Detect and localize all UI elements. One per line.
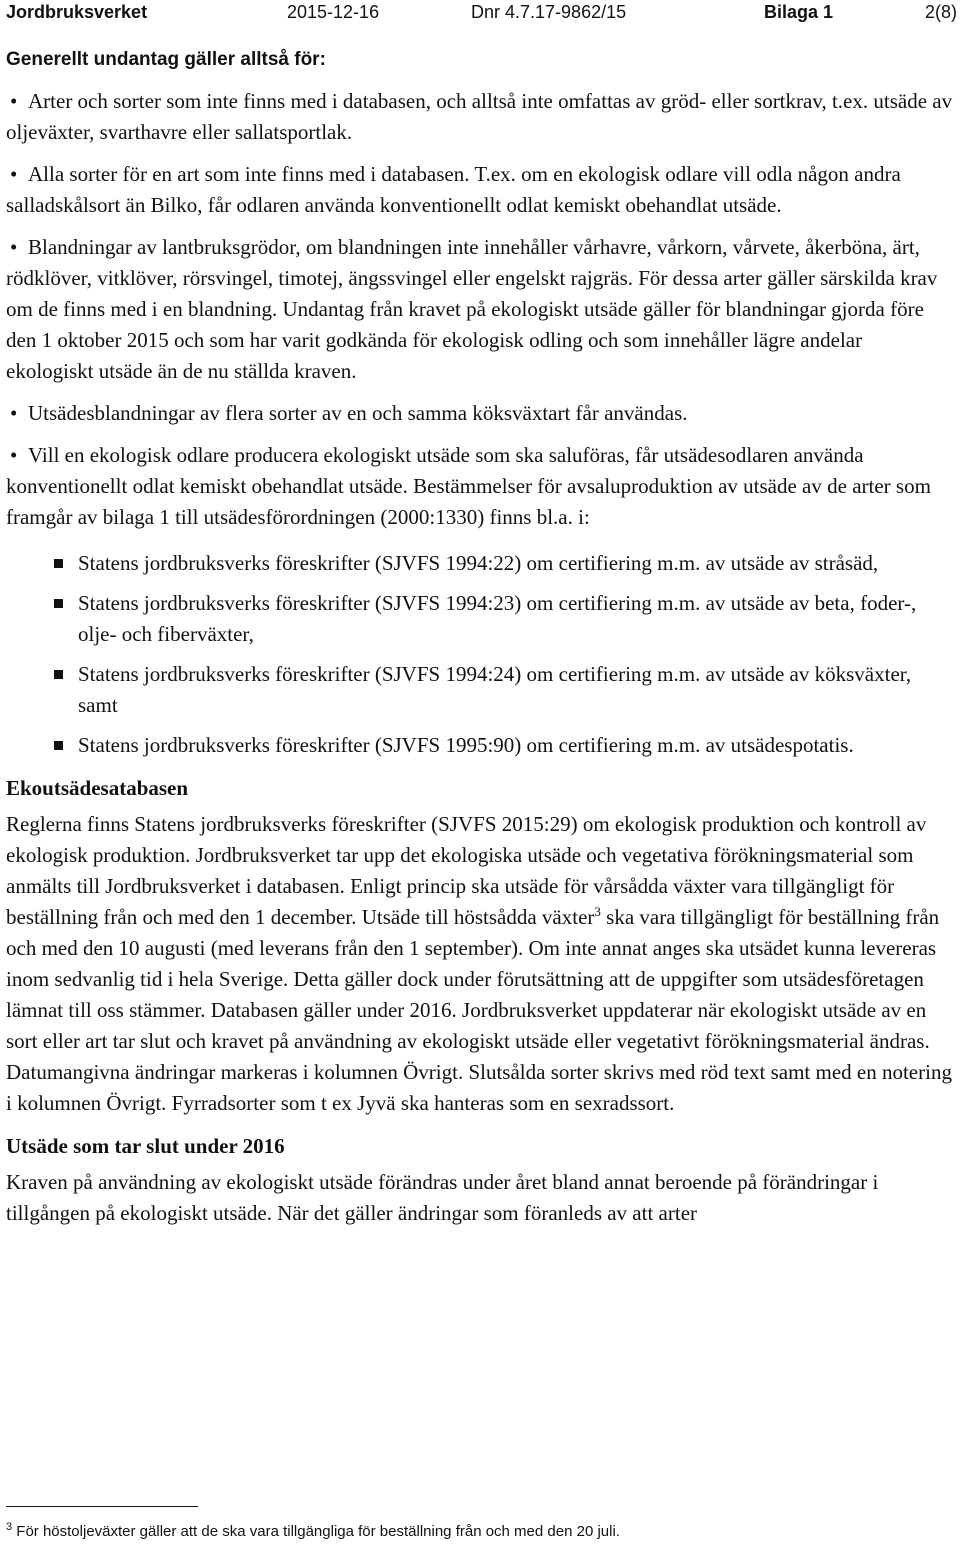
sub-list-item — [6, 588, 954, 650]
list-item-text: Vill en ekologisk odlare producera ekologiskt utsäde som ska saluföras, får utsädesodlaren använda konventionellt odlat kemiskt obehandlat utsäde. Bestämmelser för avsaluproduktion av utsäde av de arter som framgår av bilaga 1 till utsädesförordningen (2000:1330) finns bl.a. i: — [6, 443, 931, 529]
list-item-text: Alla sorter för en art som inte finns med i databasen. T.ex. om en ekologisk odlare vill odla någon andra salladskålsort än Bilko, får odlaren använda konventionellt odlat kemiskt obehandlat utsäde. — [6, 162, 901, 217]
paragraph-ekoutsade — [6, 809, 954, 1119]
paragraph-text-part1: Reglerna finns Statens jordbruksverks föreskrifter (SJVFS 2015:29) om ekologisk produktion och kontroll av ekologisk produktion. Jordbruksverket tar upp det ekologiska utsäde och vegetativa förökningsmaterial som anmälts till Jordbruksverket i databasen. Enligt princip ska utsäde för vårsådda växter vara tillgängligt för beställning från och med den 1 december. Utsäde till höstsådda växter — [6, 812, 927, 929]
bullet-icon: • — [10, 89, 18, 113]
list-item — [6, 398, 954, 429]
sub-list-item — [6, 730, 954, 761]
sub-list-item-text: Statens jordbruksverks föreskrifter (SJVFS 1994:23) om certifiering m.m. av utsäde av beta, foder-, olje- och fiberväxter, — [78, 591, 917, 646]
sub-list-item-text: Statens jordbruksverks föreskrifter (SJVFS 1994:22) om certifiering m.m. av utsäde av stråsäd, — [78, 551, 879, 575]
section-heading-generellt: Generellt undantag gäller alltså för: — [6, 49, 326, 70]
header-org: Jordbruksverket — [6, 2, 148, 22]
list-item — [6, 86, 954, 148]
square-bullet-icon — [54, 670, 63, 679]
list-item-text: Blandningar av lantbruksgrödor, om blandningen inte innehåller vårhavre, vårkorn, vårvete, åkerböna, ärt, rödklöver, vitklöver, rörsvingel, timotej, ängssvingel eller engelskt rajgräs. För dessa arter gäller särskilda krav om de finns med i en blandning. Undantag från kravet på ekologiskt utsäde gäller för blandningar gjorda före den 1 oktober 2015 och som har varit godkända för ekologisk odling och som innehåller lägre andelar ekologiskt utsäde än de nu ställda kraven. — [6, 235, 938, 383]
regulation-list — [6, 548, 954, 761]
header-dnr: Dnr 4.7.17-9862/15 — [471, 2, 627, 22]
sub-list-item — [6, 659, 954, 721]
square-bullet-icon — [54, 599, 63, 608]
sub-list-item-text: Statens jordbruksverks föreskrifter (SJVFS 1994:24) om certifiering m.m. av utsäde av köksväxter, samt — [78, 662, 912, 717]
sub-list-item-text: Statens jordbruksverks föreskrifter (SJVFS 1995:90) om certifiering m.m. av utsädespotatis. — [78, 733, 854, 757]
list-item-text: Arter och sorter som inte finns med i databasen, och alltså inte omfattas av gröd- eller sortkrav, t.ex. utsäde av oljeväxter, svarthavre eller sallatsportlak. — [6, 89, 953, 144]
section-ekoutsade — [6, 773, 954, 1119]
bullet-icon: • — [10, 443, 18, 467]
footnote-text: För höstoljeväxter gäller att de ska vara tillgängliga för beställning från och med den 20 juli. — [12, 1523, 620, 1540]
bullet-icon: • — [10, 235, 18, 259]
list-item — [6, 159, 954, 221]
footnote-number: 3 — [6, 1521, 13, 1533]
page-header — [0, 0, 960, 24]
document-body — [6, 44, 954, 1229]
bullet-icon: • — [10, 162, 18, 186]
section-heading-ekoutsadesatabasen: Ekoutsädesatabasen — [6, 776, 189, 800]
list-item-text: Utsädesblandningar av flera sorter av en och samma köksväxtart får användas. — [28, 401, 688, 425]
list-item — [6, 440, 954, 761]
section-utsade-slut — [6, 1131, 954, 1229]
footnote-reference[interactable]: 3 — [594, 904, 601, 919]
square-bullet-icon — [54, 741, 63, 750]
exception-list — [6, 86, 954, 761]
footnote — [6, 1522, 954, 1542]
header-page-number: 2(8) — [924, 2, 957, 22]
sub-list-item — [6, 548, 954, 579]
bullet-icon: • — [10, 401, 18, 425]
footnote-divider — [6, 1506, 198, 1507]
paragraph-text-part2: ska vara tillgängligt för beställning från och med den 10 augusti (med leverans från den 1 september). Om inte annat anges ska utsädet kunna levereras inom sedvanlig tid i hela Sverige. Detta gäller dock under förutsättning att de uppgifter som utsädesföretagen lämnat till oss stämmer. Databasen gäller under 2016. Jordbruksverket uppdaterar när ekologiskt utsäde av en sort eller art tar slut och kravet på användning av ekologiskt utsäde eller vegetativt förökningsmaterial ändras. Datumangivna ändringar markeras i kolumnen Övrigt. Slutsålda sorter skrivs med röd text samt med en notering i kolumnen Övrigt. Fyrradsorter som t ex Jyvä ska hanteras som en sexradssort. — [6, 905, 952, 1115]
square-bullet-icon — [54, 559, 63, 568]
header-bilaga: Bilaga 1 — [764, 2, 834, 22]
section-heading-utsade-slut: Utsäde som tar slut under 2016 — [6, 1134, 285, 1158]
list-item — [6, 232, 954, 387]
paragraph-utsade-slut: Kraven på användning av ekologiskt utsäde förändras under året bland annat beroende på förändringar i tillgången på ekologiskt utsäde. När det gäller ändringar som föranleds av att arter — [6, 1170, 879, 1225]
header-date: 2015-12-16 — [287, 2, 380, 22]
